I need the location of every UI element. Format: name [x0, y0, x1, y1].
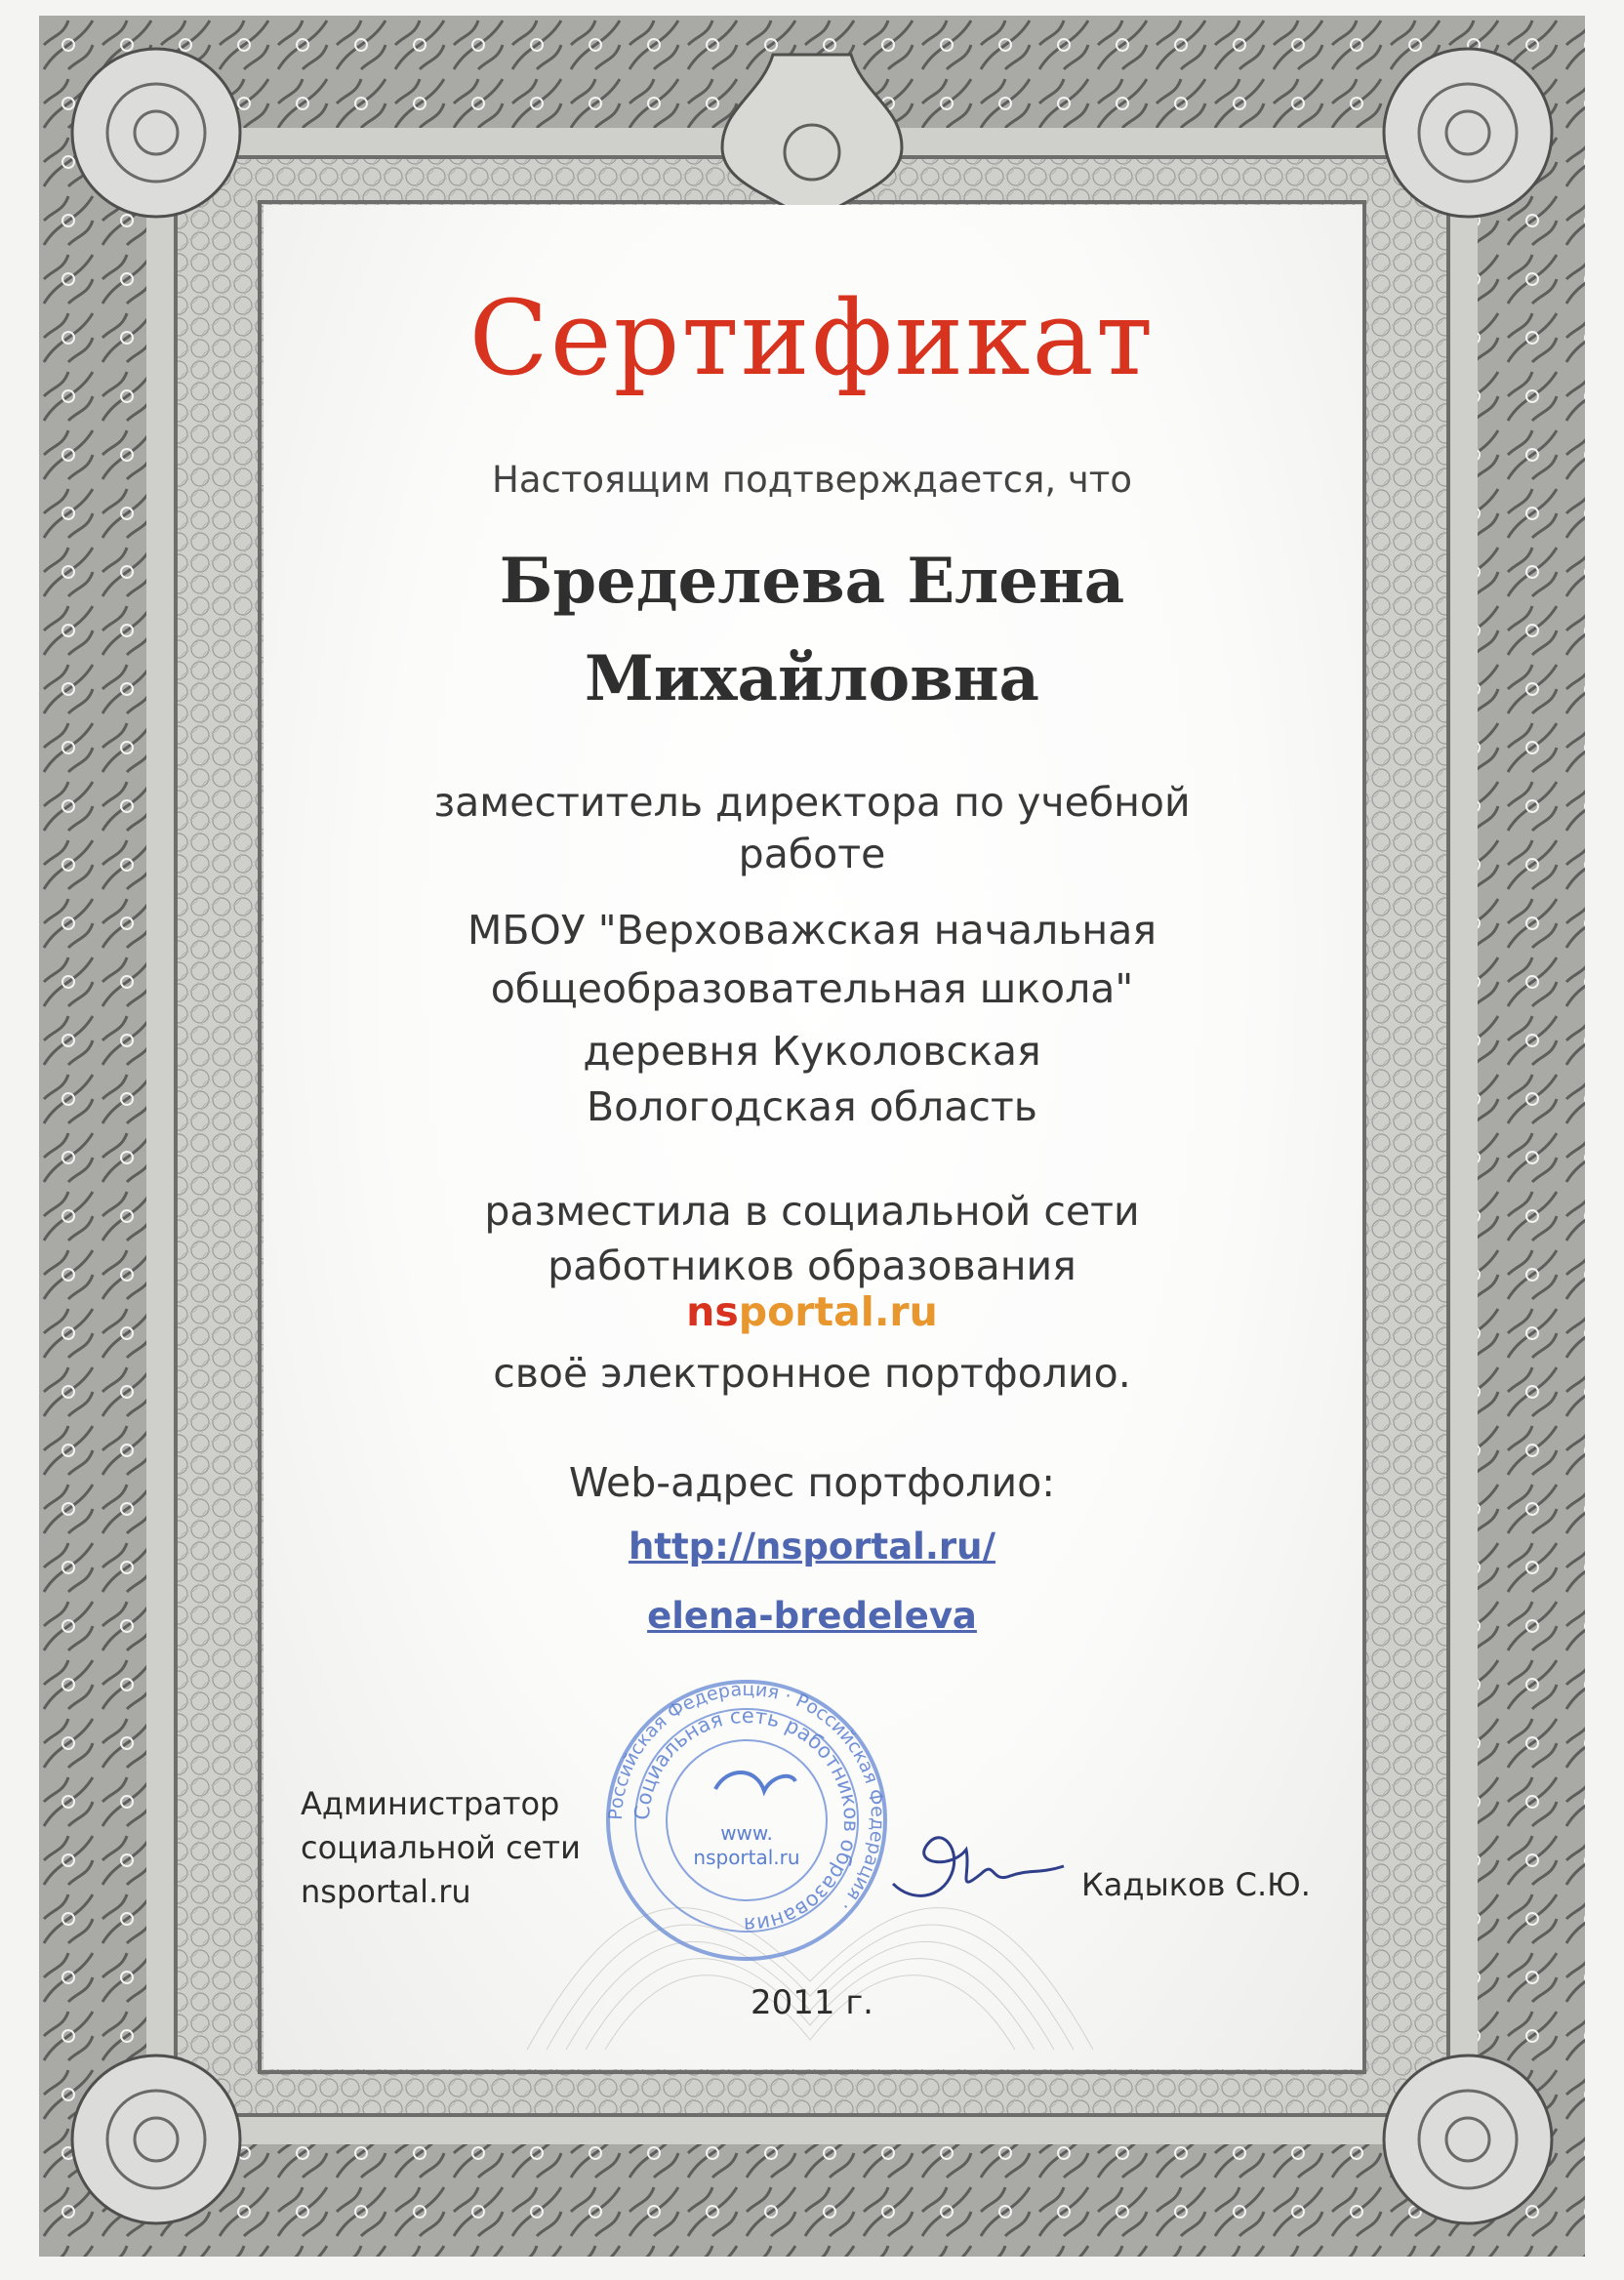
- position-line2: работе: [738, 831, 886, 877]
- intro-text: Настоящим подтверждается, что: [492, 459, 1132, 501]
- administrator-block: [301, 1782, 581, 1914]
- recipient-name-line1: Бределева Елена: [499, 545, 1125, 618]
- action-line3: своё электронное портфолио.: [493, 1350, 1131, 1397]
- handwritten-signature: [883, 1806, 1078, 1913]
- brand-rest: portal.ru: [738, 1288, 938, 1335]
- brand-name: [0, 1288, 1624, 1335]
- admin-line2: социальной сети: [301, 1829, 581, 1866]
- issue-year: 2011 г.: [750, 1983, 873, 2022]
- action-line1: разместила в социальной сети: [484, 1188, 1140, 1235]
- stamp-inner-text: Социальная сеть работников образования: [629, 1703, 864, 1937]
- admin-line3: nsportal.ru: [301, 1873, 471, 1910]
- stamp-center-line1: www.: [720, 1821, 773, 1845]
- web-address-label: Web-адрес портфолио:: [568, 1459, 1056, 1506]
- portfolio-link-line2[interactable]: elena-bredeleva: [647, 1595, 977, 1637]
- region-text: Вологодская область: [587, 1083, 1037, 1130]
- signer-name: Кадыков С.Ю.: [1081, 1866, 1311, 1903]
- stamp-outer-text: Российская Федерация · Российская Федерация ·: [604, 1678, 889, 1916]
- action-line2: работников образования: [548, 1242, 1076, 1289]
- admin-line1: Администратор: [301, 1785, 560, 1822]
- portfolio-link-line1[interactable]: http://nsportal.ru/: [628, 1526, 996, 1568]
- position-line1: заместитель директора по учебной: [433, 779, 1191, 826]
- stamp-bird-icon: [715, 1772, 795, 1791]
- village-text: деревня Куколовская: [583, 1028, 1041, 1075]
- official-stamp: [600, 1674, 893, 1967]
- stamp-center-line2: nsportal.ru: [693, 1846, 800, 1869]
- organization-line1: МБОУ "Верховажская начальная: [467, 907, 1157, 954]
- certificate-title: Сертификат: [468, 278, 1156, 398]
- brand-ns: ns: [686, 1288, 739, 1335]
- recipient-name-line2: Михайловна: [585, 642, 1039, 715]
- organization-line2: общеобразовательная школа": [490, 965, 1134, 1012]
